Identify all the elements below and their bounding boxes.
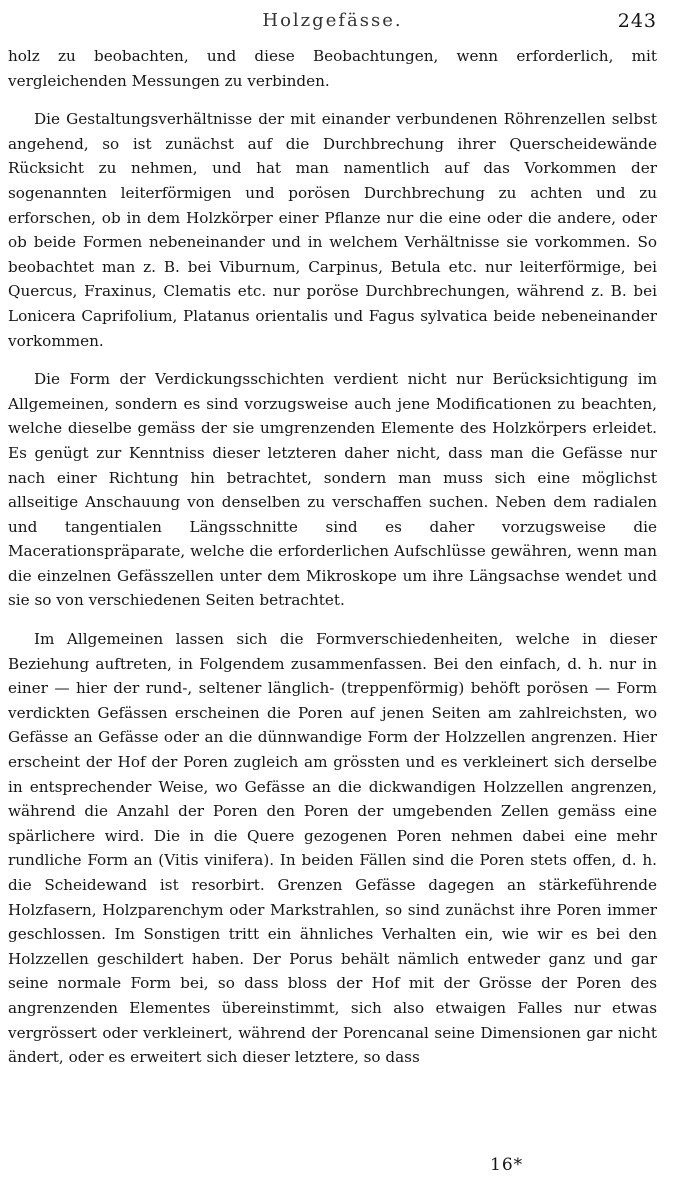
paragraph-querscheidewaende: Die Gestaltungsverhältnisse der mit einander verbundenen Röhrenzellen selbst angehend, so ist zunächst auf die Durchbrechung ihrer Querscheidewände Rücksicht zu nehmen, und hat man namentlich auf das Vorkommen der sogenannten leiterförmigen und porösen Durchbrechung zu achten und zu erforschen, ob in dem Holzkörper einer Pflanze nur die eine oder die andere, oder ob beide Formen nebeneinander und in welchem Verhältnisse sie vorkommen. So beobachtet man z. B. bei Viburnum, Carpinus, Betula etc. nur leiterförmige, bei Quercus, Fraxinus, Clematis etc. nur poröse Durchbrechungen, während z. B. bei Lonicera Caprifolium, Platanus orientalis und Fagus sylvatica beide nebeneinander vorkommen. <box>8 110 657 350</box>
paragraph-verdickungsschichten: Die Form der Verdickungsschichten verdient nicht nur Berücksichtigung im Allgemeinen, sondern es sind vorzugsweise auch jene Modificationen zu beachten, welche dieselbe gemäss der sie umgrenzenden Elemente des Holzkörpers erleidet. Es genügt zur Kenntniss dieser letzteren daher nicht, dass man die Gefässe nur nach einer Richtung hin betrachtet, sondern man muss sich eine möglichst allseitige Anschauung von denselben zu verschaffen suchen. Neben dem radialen und tangentialen Längsschnitte sind es daher vorzugsweise die Macerationspräparate, welche die erforderlichen Aufschlüsse gewähren, wenn man die einzelnen Gefässzellen unter dem Mikroskope um ihre Längsachse wendet und sie so von verschiedenen Seiten betrachtet. <box>8 370 657 610</box>
running-title: Holzgefässe. <box>262 10 403 31</box>
running-head <box>8 10 657 44</box>
paragraph-formverschiedenheiten: Im Allgemeinen lassen sich die Formverschiedenheiten, welche in dieser Beziehung auftreten, in Folgendem zusammenfassen. Bei den einfach, d. h. nur in einer — hier der rund-, seltener länglich- (treppenförmig) behöft porösen — Form verdickten Gefässen erscheinen die Poren auf jenen Seiten am zahlreichsten, wo Gefässe an Gefässe oder an die dünnwandige Form der Holzzellen angrenzen. Hier erscheint der Hof der Poren zugleich am grössten und es verkleinert sich derselbe in entsprechender Weise, wo Gefässe an die dickwandigen Holzzellen angrenzen, während die Anzahl der Poren den Poren der umgebenden Zellen gemäss eine spärlichere wird. Die in die Quere gezogenen Poren nehmen dabei eine mehr rundliche Form an (Vitis vinifera). In beiden Fällen sind die Poren stets offen, d. h. die Scheidewand ist resorbirt. Grenzen Gefässe dagegen an stärkeführende Holzfasern, Holzparenchym oder Markstrahlen, so sind zunächst ihre Poren immer geschlossen. Im Sonstigen tritt ein ähnliches Verhalten ein, wie wir es bei den Holzzellen geschildert haben. Der Porus behält nämlich entweder ganz und gar seine normale Form bei, so dass bloss der Hof mit der Grösse der Poren des angrenzenden Elementes übereinstimmt, sich also etwaigen Falles nur etwas vergrössert oder verkleinert, während der Porencanal seine Dimensionen gar nicht ändert, oder es erweitert sich dieser letztere, so dass <box>8 630 657 1067</box>
printer-signature-mark: 16* <box>490 1155 524 1175</box>
paragraph-continued: holz zu beobachten, und diese Beobachtungen, wenn erforderlich, mit vergleichenden Messungen zu verbinden. <box>8 47 657 90</box>
body-text <box>8 44 657 1070</box>
page-number: 243 <box>617 10 657 32</box>
